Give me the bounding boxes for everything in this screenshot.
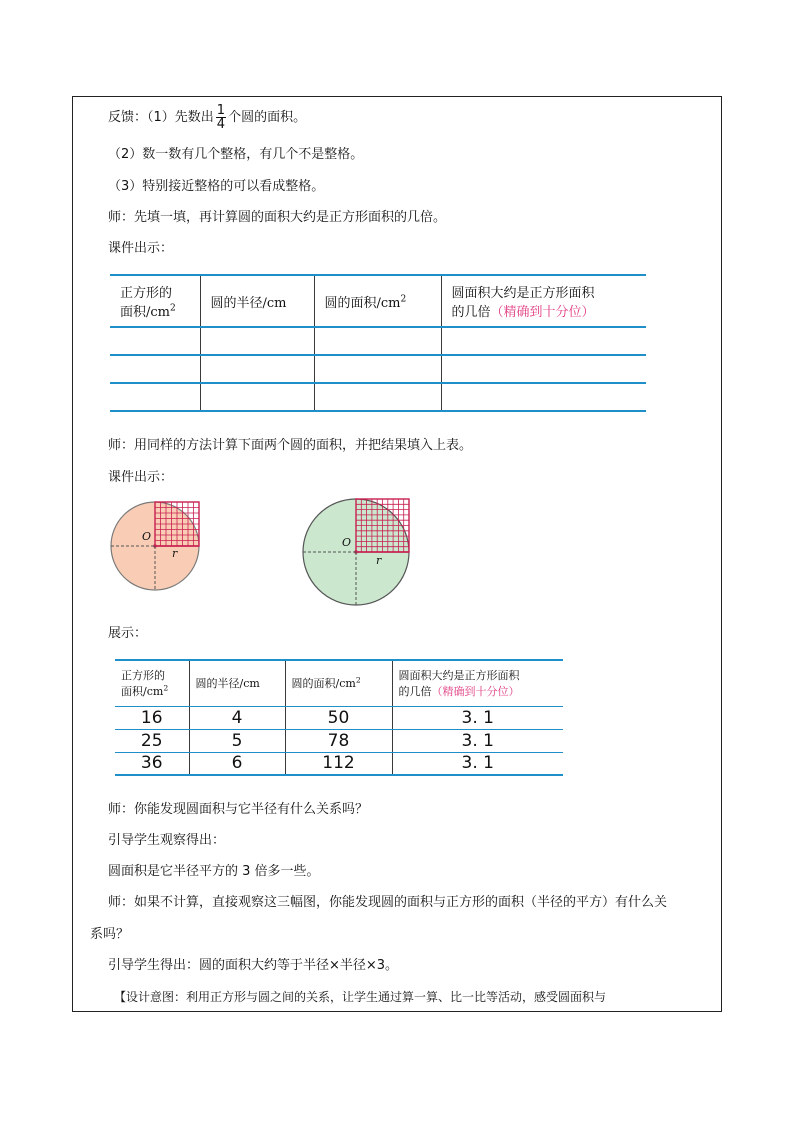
header-radius: 圆的半径/cm bbox=[200, 275, 314, 327]
fraction-denominator: 4 bbox=[216, 117, 226, 132]
feedback-line-2: （2）数一数有几个整格，有几个不是整格。 bbox=[108, 147, 364, 162]
header-ratio: 圆面积大约是正方形面积 的几倍（精确到十分位） bbox=[392, 660, 563, 706]
finding-line: 圆面积是它半径平方的 3 倍多一些。 bbox=[108, 864, 320, 879]
table-row bbox=[110, 383, 646, 411]
teacher-line-1: 师：先填一填，再计算圆的面积大约是正方形面积的几倍。 bbox=[108, 210, 447, 225]
courseware-label-2: 课件出示： bbox=[108, 470, 174, 485]
courseware-label-1: 课件出示： bbox=[108, 241, 174, 256]
circle-figures bbox=[100, 494, 440, 614]
teacher-question-2: 师：如果不计算，直接观察这三幅图，你能发现圆的面积与正方形的面积（半径的平方）有什么关 bbox=[108, 895, 668, 910]
cell-square: 25 bbox=[115, 729, 189, 752]
left-radius-label: r bbox=[172, 547, 178, 560]
fraction-numerator: 1 bbox=[216, 103, 226, 118]
header-circle-area: 圆的面积$/cm^2$ bbox=[285, 660, 392, 706]
left-center-label: O bbox=[142, 530, 152, 543]
guide-line-1: 引导学生观察得出： bbox=[108, 833, 226, 848]
right-center-label: O bbox=[342, 536, 352, 549]
guide-line-2: 引导学生得出：圆的面积大约等于半径×半径×3。 bbox=[108, 958, 399, 973]
cell-square: 16 bbox=[115, 706, 189, 729]
feedback-line-1 bbox=[108, 104, 306, 131]
fraction-one-quarter bbox=[216, 104, 226, 131]
right-circle-figure bbox=[303, 499, 409, 605]
teacher-question-1: 师：你能发现圆面积与它半径有什么关系吗？ bbox=[108, 802, 369, 817]
result-table bbox=[115, 659, 563, 776]
cell-area: 78 bbox=[285, 729, 392, 752]
cell-ratio: 3. 1 bbox=[392, 752, 563, 775]
cell-radius: 6 bbox=[189, 752, 285, 775]
header-circle-area: 圆的面积$/cm^2$ bbox=[314, 275, 441, 327]
cell-ratio: 3. 1 bbox=[392, 729, 563, 752]
feedback-tail: 个圆的面积。 bbox=[228, 110, 307, 125]
cell-ratio: 3. 1 bbox=[392, 706, 563, 729]
empty-data-table bbox=[110, 274, 646, 412]
header-ratio: 圆面积大约是正方形面积 的几倍（精确到十分位） bbox=[441, 275, 646, 327]
table-row bbox=[115, 752, 563, 775]
left-circle-figure bbox=[111, 502, 199, 590]
teacher-line-2: 师：用同样的方法计算下面两个圆的面积，并把结果填入上表。 bbox=[108, 438, 473, 453]
design-intent: 【设计意图：利用正方形与圆之间的关系，让学生通过算一算、比一比等活动，感受圆面积与 bbox=[114, 990, 607, 1004]
table-row bbox=[115, 729, 563, 752]
feedback-line-3: （3）特别接近整格的可以看成整格。 bbox=[108, 179, 325, 194]
table-header-row bbox=[110, 275, 646, 327]
cell-area: 50 bbox=[285, 706, 392, 729]
right-radius-label: r bbox=[376, 554, 382, 567]
cell-area: 112 bbox=[285, 752, 392, 775]
header-square-area: 正方形的 面积$/cm^2$ bbox=[110, 275, 200, 327]
header-square-area: 正方形的 面积$/cm^2$ bbox=[115, 660, 189, 706]
teacher-question-2-cont: 系吗？ bbox=[90, 927, 130, 942]
table-row bbox=[115, 706, 563, 729]
cell-radius: 4 bbox=[189, 706, 285, 729]
cell-radius: 5 bbox=[189, 729, 285, 752]
table-header-row bbox=[115, 660, 563, 706]
display-label: 展示： bbox=[108, 626, 148, 641]
table-row bbox=[110, 327, 646, 355]
cell-square: 36 bbox=[115, 752, 189, 775]
feedback-lead: 反馈：（1）先数出 bbox=[108, 110, 214, 125]
header-radius: 圆的半径/cm bbox=[189, 660, 285, 706]
table-row bbox=[110, 355, 646, 383]
